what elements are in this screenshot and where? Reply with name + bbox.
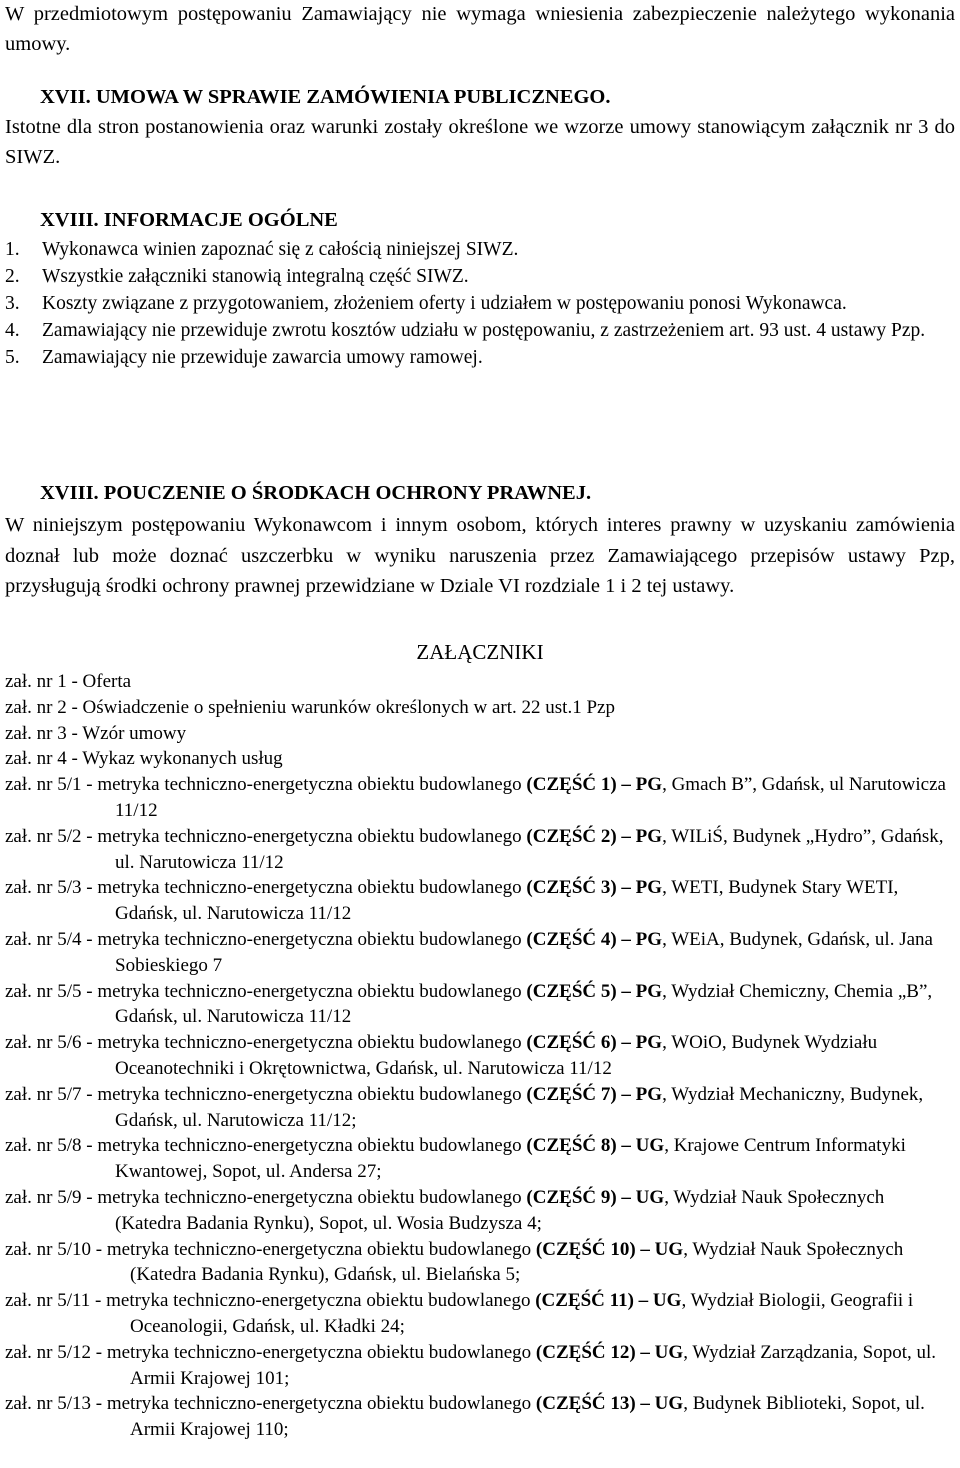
- intro-paragraph: [5, 0, 955, 59]
- attachments-list: [5, 669, 955, 1443]
- section-18-legal-heading: XVIII. POUCZENIE O ŚRODKACH OCHRONY PRAWNEJ.: [40, 482, 592, 504]
- attachment-item: zał. nr 5/1 - metryka techniczno-energetyczna obiektu budowlanego (CZĘŚĆ 1) – PG, Gmach B”, Gdańsk, ul Narutowicza 11/12: [5, 774, 946, 821]
- list-item: 3. Koszty związane z przygotowaniem, złożeniem oferty i udziałem w postępowaniu ponosi Wykonawca.: [5, 293, 847, 314]
- attachment-item: zał. nr 5/6 - metryka techniczno-energetyczna obiektu budowlanego (CZĘŚĆ 6) – PG, WOiO, Budynek Wydziału Oceanotechniki i Okrętownictwa, Gdańsk, ul. Narutowicza 11/12: [5, 1032, 878, 1079]
- list-item: 5. Zamawiający nie przewiduje zawarcia umowy ramowej.: [5, 347, 483, 368]
- section-17-heading: XVII. UMOWA W SPRAWIE ZAMÓWIENIA PUBLICZNEGO.: [40, 86, 611, 108]
- section-17-paragraph: [5, 113, 955, 172]
- attachment-item: zał. nr 5/8 - metryka techniczno-energetyczna obiektu budowlanego (CZĘŚĆ 8) – UG, Krajowe Centrum Informatyki Kwantowej, Sopot, ul. Andersa 27;: [5, 1135, 906, 1183]
- attachment-item: zał. nr 5/2 - metryka techniczno-energetyczna obiektu budowlanego (CZĘŚĆ 2) – PG, WILiŚ, Budynek „Hydro”, Gdańsk, ul. Narutowicza 11/12: [5, 825, 944, 873]
- attachment-item: zał. nr 5/7 - metryka techniczno-energetyczna obiektu budowlanego (CZĘŚĆ 7) – PG, Wydział Mechaniczny, Budynek, Gdańsk, ul. Narutowicza 11/12;: [5, 1083, 924, 1131]
- list-item: 2. Wszystkie załączniki stanowią integralną część SIWZ.: [5, 266, 469, 287]
- attachment-item: zał. nr 5/5 - metryka techniczno-energetyczna obiektu budowlanego (CZĘŚĆ 5) – PG, Wydział Chemiczny, Chemia „B”, Gdańsk, ul. Narutowicza 11/12: [5, 980, 933, 1028]
- attachment-item: zał. nr 1 - Oferta: [5, 671, 132, 692]
- attachment-item: zał. nr 5/9 - metryka techniczno-energetyczna obiektu budowlanego (CZĘŚĆ 9) – UG, Wydział Nauk Społecznych (Katedra Badania Rynku), Sopot, ul. Wosia Budzysza 4;: [5, 1186, 885, 1234]
- attachment-item: zał. nr 5/12 - metryka techniczno-energetyczna obiektu budowlanego (CZĘŚĆ 12) – UG, Wydział Zarządzania, Sopot, ul. Armii Krajowej 101;: [5, 1341, 936, 1389]
- list-item: 1. Wykonawca winien zapoznać się z całością niniejszej SIWZ.: [5, 239, 519, 260]
- attachment-item: zał. nr 3 - Wzór umowy: [5, 722, 187, 744]
- attachment-item: zał. nr 5/4 - metryka techniczno-energetyczna obiektu budowlanego (CZĘŚĆ 4) – PG, WEiA, Budynek, Gdańsk, ul. Jana Sobieskiego 7: [5, 928, 933, 976]
- attachment-item: zał. nr 5/13 - metryka techniczno-energetyczna obiektu budowlanego (CZĘŚĆ 13) – UG, Budynek Biblioteki, Sopot, ul. Armii Krajowej 110;: [5, 1393, 925, 1441]
- attachments-heading: ZAŁĄCZNIKI: [416, 640, 544, 664]
- section-17-text: Istotne dla stron postanowienia oraz warunki zostały określone we wzorze umowy stanowiącym załącznik nr 3 do SIWZ.: [5, 116, 955, 168]
- info-list: [5, 236, 955, 371]
- section-18-info-heading: XVIII. INFORMACJE OGÓLNE: [40, 209, 338, 231]
- legal-paragraph: [5, 510, 955, 602]
- intro-text: W przedmiotowym postępowaniu Zamawiający nie wymaga wniesienia zabezpieczenie należytego wykonania umowy.: [5, 3, 955, 55]
- list-item: 4. Zamawiający nie przewiduje zwrotu kosztów udziału w postępowaniu, z zastrzeżeniem art. 93 ust. 4 ustawy Pzp.: [5, 320, 926, 341]
- legal-text: W niniejszym postępowaniu Wykonawcom i innym osobom, których interes prawny w uzyskaniu zamówienia doznał lub może doznać uszczerbku w wyniku naruszenia przez Zamawiającego przepisów ustawy Pzp, przysługują środki ochrony prawnej przewidziane w Dziale VI rozdziale 1 i 2 tej ustawy.: [5, 514, 955, 597]
- attachment-item: zał. nr 4 - Wykaz wykonanych usług: [5, 748, 283, 770]
- attachment-item: zał. nr 5/10 - metryka techniczno-energetyczna obiektu budowlanego (CZĘŚĆ 10) – UG, Wydział Nauk Społecznych (Katedra Badania Rynku), Gdańsk, ul. Bielańska 5;: [5, 1238, 904, 1286]
- attachment-item: zał. nr 2 - Oświadczenie o spełnieniu warunków określonych w art. 22 ust.1 Pzp: [5, 696, 615, 718]
- attachment-item: zał. nr 5/3 - metryka techniczno-energetyczna obiektu budowlanego (CZĘŚĆ 3) – PG, WETI, Budynek Stary WETI, Gdańsk, ul. Narutowicza 11/12: [5, 877, 899, 925]
- attachment-item: zał. nr 5/11 - metryka techniczno-energetyczna obiektu budowlanego (CZĘŚĆ 11) – UG, Wydział Biologii, Geografii i Oceanologii, Gdańsk, ul. Kładki 24;: [5, 1290, 914, 1337]
